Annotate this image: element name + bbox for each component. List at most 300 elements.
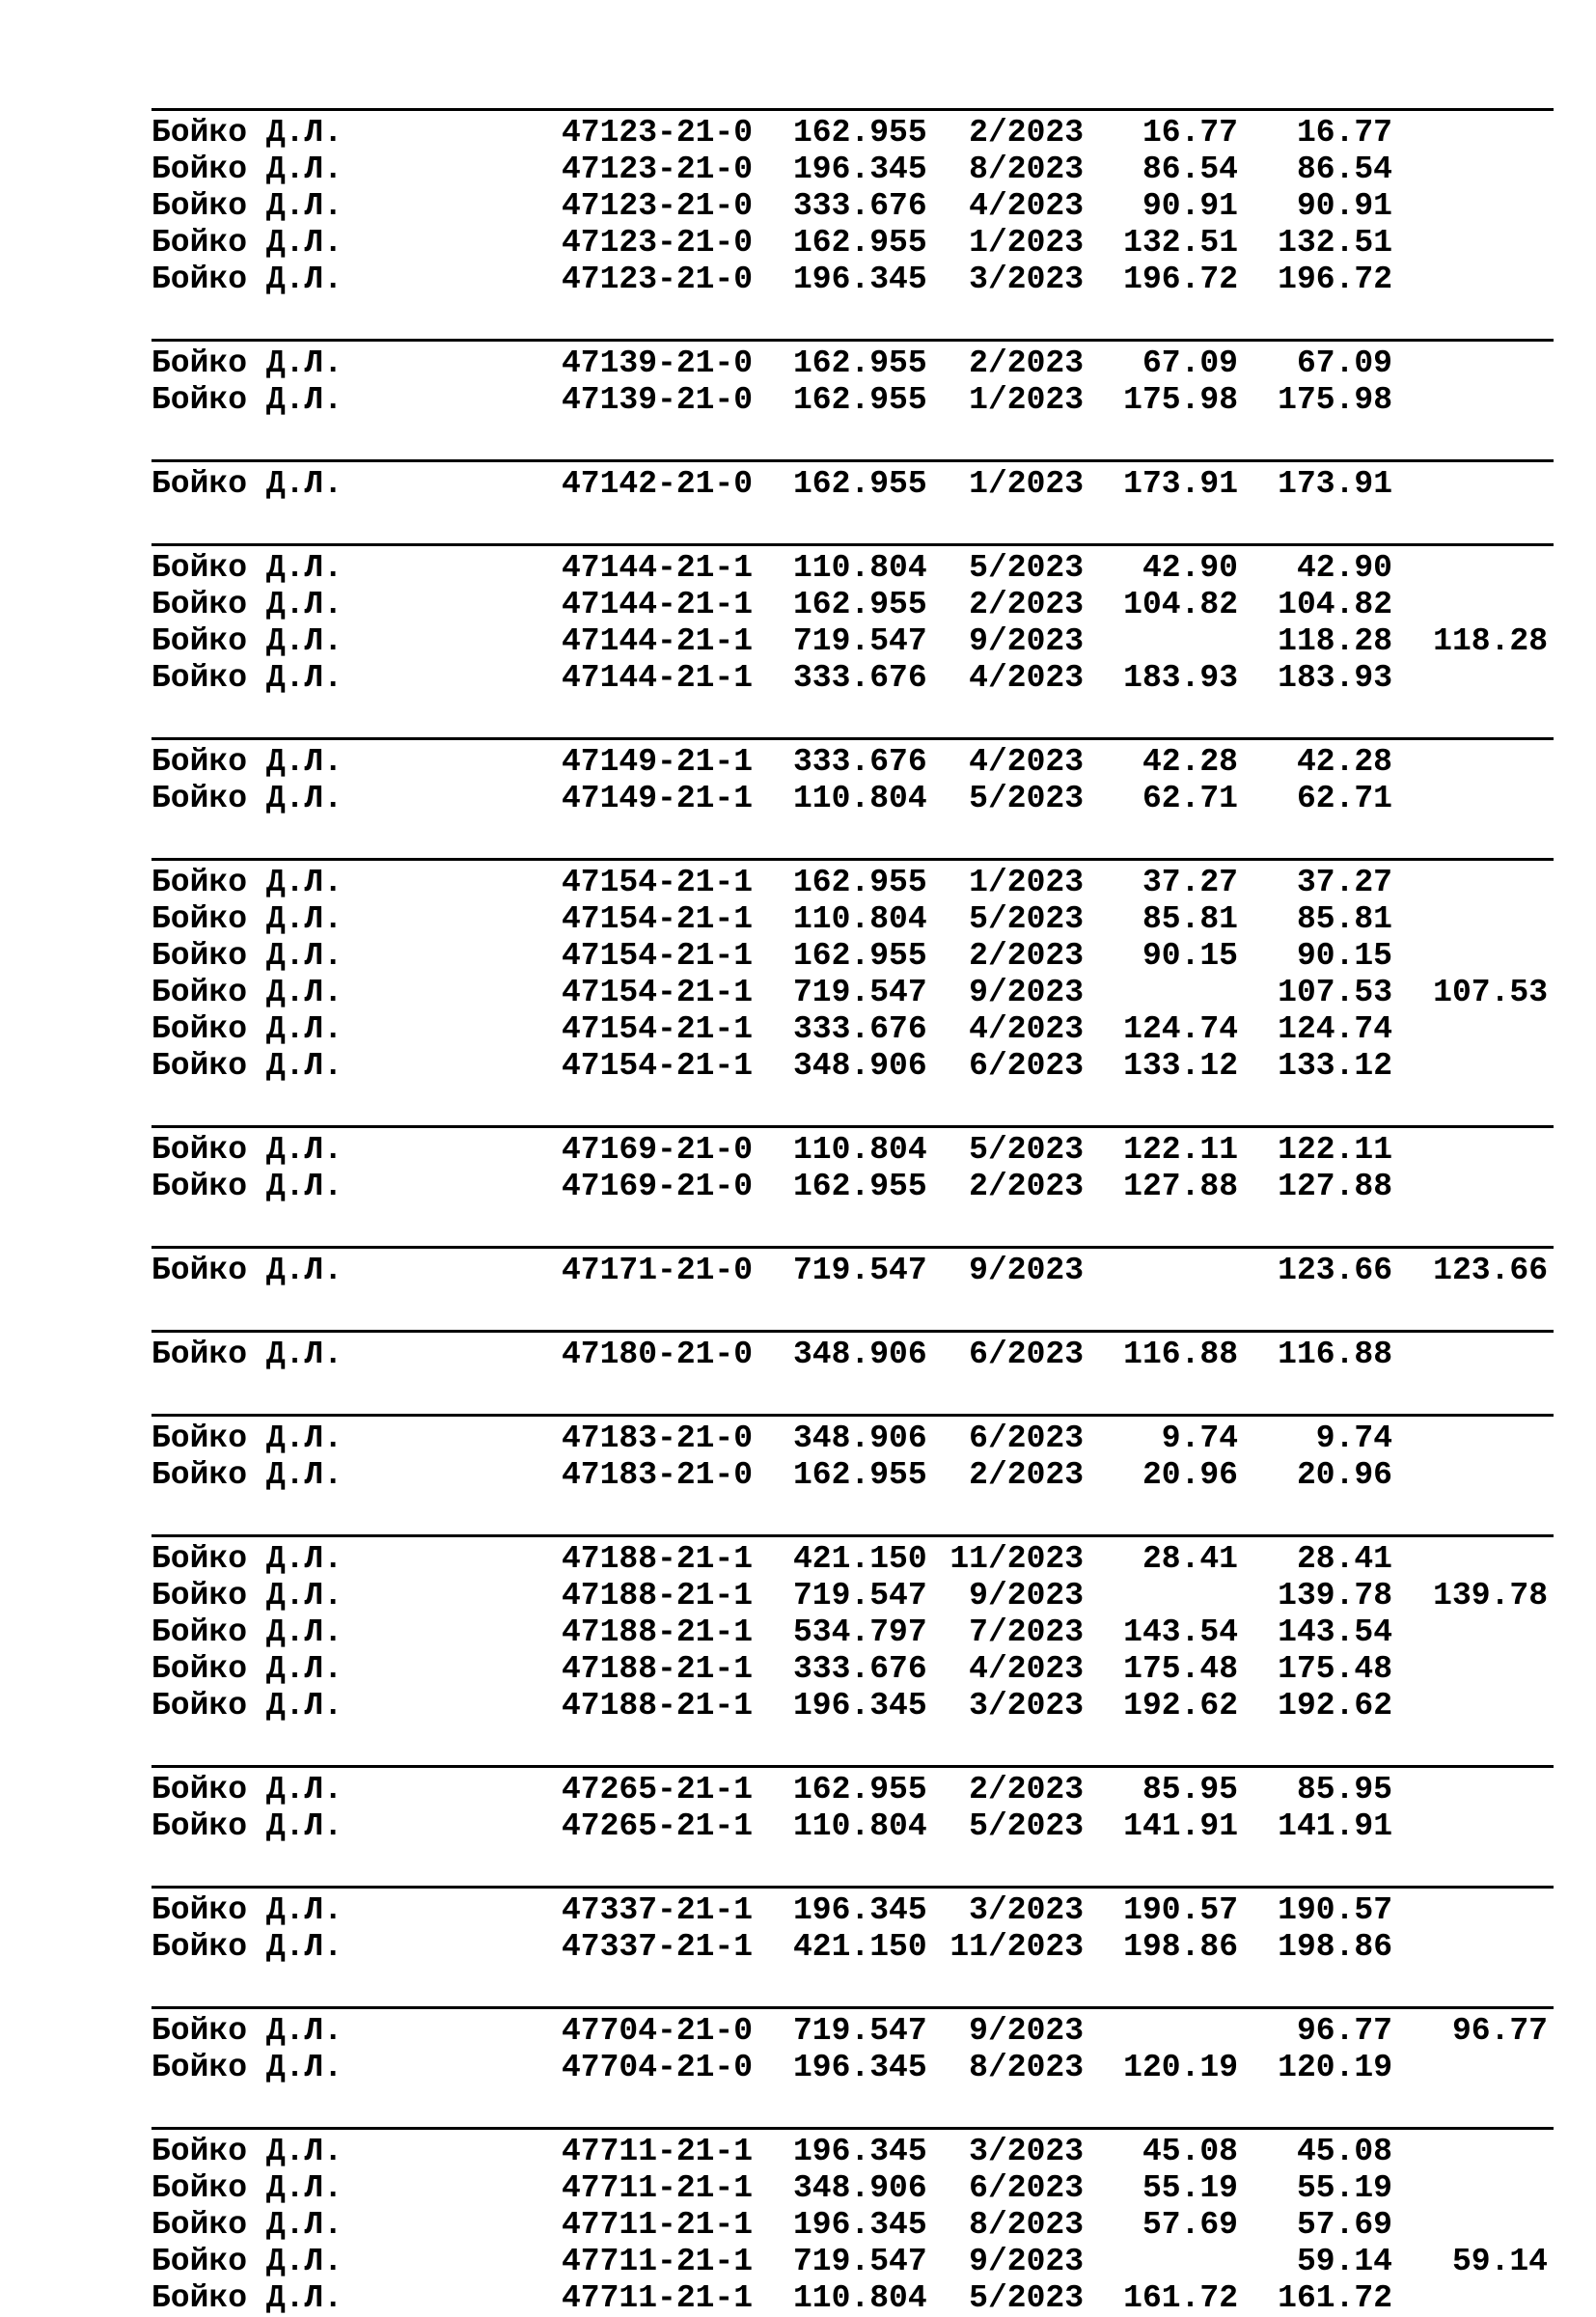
cell-name: Бойко Д.Л. <box>151 2050 344 2085</box>
cell-name: Бойко Д.Л. <box>151 1614 344 1650</box>
record-group <box>151 858 1554 1085</box>
table-row <box>151 1892 1554 1929</box>
cell-v2: 96.77 <box>1296 2013 1392 2049</box>
table-row <box>151 1253 1554 1289</box>
cell-v2: 183.93 <box>1278 660 1392 696</box>
cell-period: 5/2023 <box>969 1132 1084 1168</box>
cell-v2: 45.08 <box>1296 2134 1392 2169</box>
cell-v1: 62.71 <box>1142 781 1238 816</box>
cell-name: Бойко Д.Л. <box>151 1651 344 1687</box>
record-group <box>151 1414 1554 1494</box>
cell-name: Бойко Д.Л. <box>151 901 344 937</box>
cell-acct: 47154-21-1 <box>562 1011 754 1047</box>
cell-acct: 47711-21-1 <box>562 2244 754 2279</box>
cell-v3: 118.28 <box>1433 623 1548 659</box>
cell-acct: 47337-21-1 <box>562 1929 754 1965</box>
cell-period: 6/2023 <box>969 1048 1084 1084</box>
cell-acct: 47711-21-1 <box>562 2207 754 2243</box>
cell-period: 9/2023 <box>969 623 1084 659</box>
cell-name: Бойко Д.Л. <box>151 345 344 381</box>
cell-name: Бойко Д.Л. <box>151 1892 344 1928</box>
cell-name: Бойко Д.Л. <box>151 587 344 622</box>
cell-rate: 421.150 <box>793 1929 927 1965</box>
cell-name: Бойко Д.Л. <box>151 1457 344 1493</box>
cell-acct: 47154-21-1 <box>562 938 754 974</box>
cell-rate: 196.345 <box>793 1892 927 1928</box>
cell-name: Бойко Д.Л. <box>151 744 344 780</box>
cell-rate: 162.955 <box>793 466 927 502</box>
cell-acct: 47188-21-1 <box>562 1578 754 1614</box>
record-group <box>151 108 1554 298</box>
cell-period: 2/2023 <box>969 115 1084 151</box>
cell-name: Бойко Д.Л. <box>151 2170 344 2206</box>
cell-period: 9/2023 <box>969 1253 1084 1288</box>
cell-rate: 110.804 <box>793 2280 927 2316</box>
table-row <box>151 225 1554 262</box>
cell-v1: 175.98 <box>1123 382 1238 418</box>
table-row <box>151 744 1554 781</box>
record-group <box>151 1886 1554 1966</box>
cell-period: 4/2023 <box>969 1011 1084 1047</box>
cell-acct: 47139-21-0 <box>562 345 754 381</box>
cell-period: 9/2023 <box>969 2244 1084 2279</box>
cell-v1: 90.91 <box>1142 188 1238 224</box>
cell-v2: 139.78 <box>1278 1578 1392 1614</box>
cell-acct: 47711-21-1 <box>562 2170 754 2206</box>
cell-acct: 47704-21-0 <box>562 2013 754 2049</box>
cell-v1: 196.72 <box>1123 262 1238 297</box>
cell-rate: 110.804 <box>793 550 927 586</box>
cell-name: Бойко Д.Л. <box>151 660 344 696</box>
cell-v1: 28.41 <box>1142 1541 1238 1577</box>
cell-acct: 47142-21-0 <box>562 466 754 502</box>
cell-v1: 116.88 <box>1123 1337 1238 1372</box>
cell-acct: 47188-21-1 <box>562 1688 754 1724</box>
record-group <box>151 339 1554 419</box>
table-row <box>151 901 1554 938</box>
cell-v1: 183.93 <box>1123 660 1238 696</box>
cell-period: 6/2023 <box>969 1421 1084 1456</box>
cell-name: Бойко Д.Л. <box>151 623 344 659</box>
cell-name: Бойко Д.Л. <box>151 1929 344 1965</box>
cell-rate: 719.547 <box>793 2244 927 2279</box>
cell-v3: 123.66 <box>1433 1253 1548 1288</box>
cell-name: Бойко Д.Л. <box>151 1132 344 1168</box>
cell-name: Бойко Д.Л. <box>151 2280 344 2316</box>
cell-period: 2/2023 <box>969 1772 1084 1807</box>
cell-rate: 333.676 <box>793 1651 927 1687</box>
table-row <box>151 1541 1554 1578</box>
cell-v1: 85.81 <box>1142 901 1238 937</box>
cell-period: 5/2023 <box>969 550 1084 586</box>
cell-v2: 120.19 <box>1278 2050 1392 2085</box>
cell-period: 4/2023 <box>969 660 1084 696</box>
cell-rate: 162.955 <box>793 115 927 151</box>
cell-period: 2/2023 <box>969 1169 1084 1204</box>
cell-acct: 47154-21-1 <box>562 1048 754 1084</box>
cell-acct: 47171-21-0 <box>562 1253 754 1288</box>
cell-v3: 139.78 <box>1433 1578 1548 1614</box>
cell-v1: 45.08 <box>1142 2134 1238 2169</box>
cell-name: Бойко Д.Л. <box>151 1253 344 1288</box>
cell-v2: 175.48 <box>1278 1651 1392 1687</box>
cell-v1: 120.19 <box>1123 2050 1238 2085</box>
cell-acct: 47188-21-1 <box>562 1651 754 1687</box>
cell-name: Бойко Д.Л. <box>151 1688 344 1724</box>
cell-period: 8/2023 <box>969 2050 1084 2085</box>
cell-acct: 47169-21-0 <box>562 1132 754 1168</box>
table-row <box>151 152 1554 188</box>
cell-acct: 47149-21-1 <box>562 781 754 816</box>
cell-acct: 47144-21-1 <box>562 660 754 696</box>
cell-period: 3/2023 <box>969 1892 1084 1928</box>
cell-period: 8/2023 <box>969 2207 1084 2243</box>
cell-rate: 110.804 <box>793 1808 927 1844</box>
cell-period: 2/2023 <box>969 345 1084 381</box>
cell-period: 5/2023 <box>969 781 1084 816</box>
cell-v2: 122.11 <box>1278 1132 1392 1168</box>
cell-acct: 47337-21-1 <box>562 1892 754 1928</box>
cell-v2: 107.53 <box>1278 975 1392 1010</box>
cell-period: 1/2023 <box>969 865 1084 900</box>
cell-v2: 161.72 <box>1278 2280 1392 2316</box>
cell-acct: 47180-21-0 <box>562 1337 754 1372</box>
cell-v3: 107.53 <box>1433 975 1548 1010</box>
cell-acct: 47169-21-0 <box>562 1169 754 1204</box>
cell-v1: 67.09 <box>1142 345 1238 381</box>
table-row <box>151 1132 1554 1169</box>
table-row <box>151 2207 1554 2244</box>
cell-name: Бойко Д.Л. <box>151 262 344 297</box>
cell-name: Бойко Д.Л. <box>151 1169 344 1204</box>
cell-name: Бойко Д.Л. <box>151 225 344 261</box>
table-row <box>151 550 1554 587</box>
cell-v1: 57.69 <box>1142 2207 1238 2243</box>
table-row <box>151 2280 1554 2317</box>
cell-acct: 47144-21-1 <box>562 550 754 586</box>
cell-period: 4/2023 <box>969 1651 1084 1687</box>
cell-acct: 47188-21-1 <box>562 1614 754 1650</box>
cell-v2: 124.74 <box>1278 1011 1392 1047</box>
cell-period: 3/2023 <box>969 1688 1084 1724</box>
table-row <box>151 1048 1554 1085</box>
table-row <box>151 1772 1554 1808</box>
cell-period: 9/2023 <box>969 2013 1084 2049</box>
table-row <box>151 865 1554 901</box>
cell-v1: 86.54 <box>1142 152 1238 187</box>
table-row <box>151 262 1554 298</box>
cell-v1: 192.62 <box>1123 1688 1238 1724</box>
cell-period: 3/2023 <box>969 262 1084 297</box>
cell-v1: 132.51 <box>1123 225 1238 261</box>
table-row <box>151 623 1554 660</box>
cell-period: 5/2023 <box>969 901 1084 937</box>
cell-rate: 719.547 <box>793 623 927 659</box>
cell-acct: 47123-21-0 <box>562 152 754 187</box>
cell-acct: 47711-21-1 <box>562 2280 754 2316</box>
cell-v2: 123.66 <box>1278 1253 1392 1288</box>
cell-rate: 162.955 <box>793 345 927 381</box>
cell-v2: 85.81 <box>1296 901 1392 937</box>
cell-v1: 42.90 <box>1142 550 1238 586</box>
cell-acct: 47188-21-1 <box>562 1541 754 1577</box>
cell-acct: 47704-21-0 <box>562 2050 754 2085</box>
cell-v1: 124.74 <box>1123 1011 1238 1047</box>
table-row <box>151 587 1554 623</box>
cell-name: Бойко Д.Л. <box>151 1337 344 1372</box>
cell-v2: 16.77 <box>1296 115 1392 151</box>
cell-name: Бойко Д.Л. <box>151 781 344 816</box>
cell-v1: 42.28 <box>1142 744 1238 780</box>
cell-rate: 719.547 <box>793 975 927 1010</box>
record-group <box>151 2127 1554 2317</box>
cell-rate: 196.345 <box>793 262 927 297</box>
cell-v1: 190.57 <box>1123 1892 1238 1928</box>
cell-period: 11/2023 <box>949 1929 1084 1965</box>
cell-name: Бойко Д.Л. <box>151 1421 344 1456</box>
table-row <box>151 1651 1554 1688</box>
record-group <box>151 737 1554 817</box>
table-row <box>151 1929 1554 1966</box>
cell-v1: 127.88 <box>1123 1169 1238 1204</box>
cell-v2: 20.96 <box>1296 1457 1392 1493</box>
cell-rate: 333.676 <box>793 1011 927 1047</box>
cell-rate: 196.345 <box>793 2207 927 2243</box>
cell-name: Бойко Д.Л. <box>151 466 344 502</box>
cell-period: 4/2023 <box>969 188 1084 224</box>
cell-rate: 162.955 <box>793 865 927 900</box>
cell-v2: 116.88 <box>1278 1337 1392 1372</box>
cell-v1: 55.19 <box>1142 2170 1238 2206</box>
cell-period: 6/2023 <box>969 1337 1084 1372</box>
cell-acct: 47711-21-1 <box>562 2134 754 2169</box>
cell-v2: 28.41 <box>1296 1541 1392 1577</box>
record-group <box>151 1246 1554 1289</box>
cell-name: Бойко Д.Л. <box>151 938 344 974</box>
cell-v1: 143.54 <box>1123 1614 1238 1650</box>
cell-v2: 127.88 <box>1278 1169 1392 1204</box>
cell-v1: 141.91 <box>1123 1808 1238 1844</box>
record-group <box>151 1534 1554 1724</box>
cell-v2: 42.28 <box>1296 744 1392 780</box>
cell-rate: 110.804 <box>793 1132 927 1168</box>
cell-period: 3/2023 <box>969 2134 1084 2169</box>
cell-period: 2/2023 <box>969 587 1084 622</box>
cell-period: 1/2023 <box>969 382 1084 418</box>
cell-v2: 59.14 <box>1296 2244 1392 2279</box>
table-row <box>151 1808 1554 1845</box>
cell-v1: 175.48 <box>1123 1651 1238 1687</box>
cell-v1: 85.95 <box>1142 1772 1238 1807</box>
cell-v2: 173.91 <box>1278 466 1392 502</box>
table-row <box>151 2013 1554 2050</box>
cell-v2: 37.27 <box>1296 865 1392 900</box>
record-group <box>151 1330 1554 1373</box>
cell-period: 11/2023 <box>949 1541 1084 1577</box>
cell-acct: 47123-21-0 <box>562 188 754 224</box>
cell-rate: 162.955 <box>793 1169 927 1204</box>
cell-period: 1/2023 <box>969 466 1084 502</box>
cell-name: Бойко Д.Л. <box>151 2207 344 2243</box>
cell-v1: 37.27 <box>1142 865 1238 900</box>
table-row <box>151 1337 1554 1373</box>
table-row <box>151 781 1554 817</box>
cell-v2: 104.82 <box>1278 587 1392 622</box>
cell-v2: 118.28 <box>1278 623 1392 659</box>
cell-rate: 162.955 <box>793 225 927 261</box>
cell-name: Бойко Д.Л. <box>151 115 344 151</box>
cell-v2: 175.98 <box>1278 382 1392 418</box>
cell-v2: 198.86 <box>1278 1929 1392 1965</box>
cell-rate: 421.150 <box>793 1541 927 1577</box>
table-row <box>151 1011 1554 1048</box>
cell-acct: 47144-21-1 <box>562 587 754 622</box>
cell-rate: 348.906 <box>793 2170 927 2206</box>
cell-rate: 348.906 <box>793 1048 927 1084</box>
cell-name: Бойко Д.Л. <box>151 1541 344 1577</box>
cell-acct: 47123-21-0 <box>562 115 754 151</box>
table-row <box>151 660 1554 697</box>
cell-acct: 47139-21-0 <box>562 382 754 418</box>
cell-name: Бойко Д.Л. <box>151 2244 344 2279</box>
cell-acct: 47154-21-1 <box>562 975 754 1010</box>
cell-v1: 161.72 <box>1123 2280 1238 2316</box>
cell-v2: 141.91 <box>1278 1808 1392 1844</box>
cell-rate: 719.547 <box>793 1578 927 1614</box>
cell-v2: 62.71 <box>1296 781 1392 816</box>
cell-v1: 104.82 <box>1123 587 1238 622</box>
cell-rate: 719.547 <box>793 1253 927 1288</box>
cell-period: 1/2023 <box>969 225 1084 261</box>
cell-rate: 333.676 <box>793 744 927 780</box>
table-row <box>151 1421 1554 1457</box>
cell-rate: 719.547 <box>793 2013 927 2049</box>
cell-period: 5/2023 <box>969 1808 1084 1844</box>
cell-rate: 196.345 <box>793 2134 927 2169</box>
cell-v2: 86.54 <box>1296 152 1392 187</box>
cell-acct: 47144-21-1 <box>562 623 754 659</box>
cell-acct: 47123-21-0 <box>562 225 754 261</box>
cell-v2: 42.90 <box>1296 550 1392 586</box>
cell-period: 2/2023 <box>969 1457 1084 1493</box>
cell-rate: 348.906 <box>793 1421 927 1456</box>
cell-v2: 190.57 <box>1278 1892 1392 1928</box>
cell-v1: 198.86 <box>1123 1929 1238 1965</box>
cell-v3: 59.14 <box>1451 2244 1548 2279</box>
cell-v2: 90.15 <box>1296 938 1392 974</box>
cell-rate: 196.345 <box>793 2050 927 2085</box>
cell-acct: 47123-21-0 <box>562 262 754 297</box>
cell-name: Бойко Д.Л. <box>151 2134 344 2169</box>
table-row <box>151 1457 1554 1494</box>
cell-name: Бойко Д.Л. <box>151 1808 344 1844</box>
cell-rate: 162.955 <box>793 382 927 418</box>
cell-v1: 90.15 <box>1142 938 1238 974</box>
cell-name: Бойко Д.Л. <box>151 1578 344 1614</box>
cell-name: Бойко Д.Л. <box>151 1011 344 1047</box>
cell-rate: 162.955 <box>793 1772 927 1807</box>
record-group <box>151 1765 1554 1845</box>
cell-period: 9/2023 <box>969 975 1084 1010</box>
table-row <box>151 938 1554 975</box>
cell-v2: 67.09 <box>1296 345 1392 381</box>
cell-name: Бойко Д.Л. <box>151 1772 344 1807</box>
cell-rate: 196.345 <box>793 152 927 187</box>
table-row <box>151 1169 1554 1205</box>
cell-name: Бойко Д.Л. <box>151 382 344 418</box>
cell-rate: 333.676 <box>793 188 927 224</box>
cell-v2: 133.12 <box>1278 1048 1392 1084</box>
table-row <box>151 466 1554 503</box>
table-row <box>151 382 1554 419</box>
cell-v1: 20.96 <box>1142 1457 1238 1493</box>
table-row <box>151 2170 1554 2207</box>
cell-v2: 90.91 <box>1296 188 1392 224</box>
cell-rate: 348.906 <box>793 1337 927 1372</box>
cell-acct: 47183-21-0 <box>562 1421 754 1456</box>
table-row <box>151 345 1554 382</box>
table-row <box>151 1614 1554 1651</box>
cell-rate: 110.804 <box>793 781 927 816</box>
record-group <box>151 1125 1554 1205</box>
cell-v2: 143.54 <box>1278 1614 1392 1650</box>
cell-v2: 132.51 <box>1278 225 1392 261</box>
table-row <box>151 1688 1554 1724</box>
cell-v2: 192.62 <box>1278 1688 1392 1724</box>
cell-name: Бойко Д.Л. <box>151 975 344 1010</box>
cell-period: 6/2023 <box>969 2170 1084 2206</box>
cell-name: Бойко Д.Л. <box>151 550 344 586</box>
cell-period: 8/2023 <box>969 152 1084 187</box>
cell-v1: 9.74 <box>1161 1421 1238 1456</box>
cell-v1: 122.11 <box>1123 1132 1238 1168</box>
cell-v2: 196.72 <box>1278 262 1392 297</box>
cell-v3: 96.77 <box>1451 2013 1548 2049</box>
table-row <box>151 2244 1554 2280</box>
cell-period: 2/2023 <box>969 938 1084 974</box>
cell-acct: 47183-21-0 <box>562 1457 754 1493</box>
cell-name: Бойко Д.Л. <box>151 188 344 224</box>
cell-period: 4/2023 <box>969 744 1084 780</box>
cell-rate: 162.955 <box>793 587 927 622</box>
cell-acct: 47149-21-1 <box>562 744 754 780</box>
cell-rate: 196.345 <box>793 1688 927 1724</box>
cell-period: 9/2023 <box>969 1578 1084 1614</box>
cell-v2: 57.69 <box>1296 2207 1392 2243</box>
table-row <box>151 975 1554 1011</box>
record-group <box>151 2006 1554 2086</box>
cell-period: 5/2023 <box>969 2280 1084 2316</box>
cell-v2: 55.19 <box>1296 2170 1392 2206</box>
table-row <box>151 2050 1554 2086</box>
table-row <box>151 115 1554 152</box>
cell-rate: 534.797 <box>793 1614 927 1650</box>
cell-rate: 110.804 <box>793 901 927 937</box>
record-group <box>151 459 1554 503</box>
cell-rate: 162.955 <box>793 1457 927 1493</box>
cell-acct: 47154-21-1 <box>562 865 754 900</box>
cell-rate: 333.676 <box>793 660 927 696</box>
cell-v1: 16.77 <box>1142 115 1238 151</box>
table-row <box>151 1578 1554 1614</box>
cell-acct: 47265-21-1 <box>562 1808 754 1844</box>
cell-v2: 85.95 <box>1296 1772 1392 1807</box>
cell-name: Бойко Д.Л. <box>151 865 344 900</box>
table-row <box>151 2134 1554 2170</box>
record-group <box>151 543 1554 697</box>
cell-rate: 162.955 <box>793 938 927 974</box>
cell-period: 7/2023 <box>969 1614 1084 1650</box>
